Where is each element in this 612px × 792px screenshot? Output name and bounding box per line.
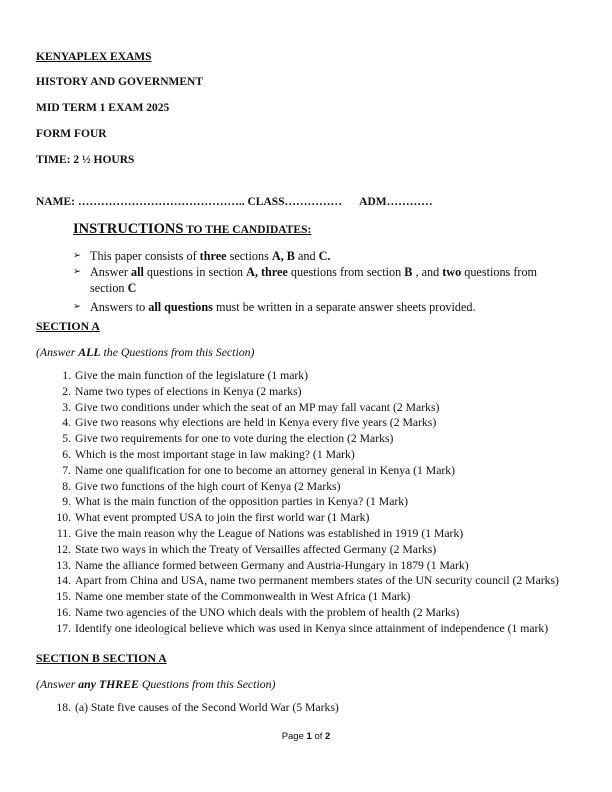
question-item	[36, 463, 606, 479]
question-number: 16.	[56, 605, 71, 619]
question-number: 8.	[62, 479, 71, 493]
question-18	[36, 701, 606, 714]
question-text: What is the main function of the opposition parties in Kenya? (1 Mark)	[75, 495, 409, 509]
question-text: Give two conditions under which the seat of an MP may fall vacant (2 Marks)	[75, 400, 440, 414]
instruction-text-run: This paper consists of	[90, 249, 200, 263]
instruction-text-run: Answer	[90, 265, 131, 279]
instruction-text-run: , and	[412, 265, 443, 279]
section-a-question-list	[36, 368, 606, 637]
section-b-note-end: Questions from this Section)	[138, 677, 276, 691]
question-number: 15.	[56, 590, 71, 604]
section-a-note-start: (Answer	[36, 345, 79, 359]
instructions-heading-main: INSTRUCTIONS	[73, 221, 184, 237]
question-text: State two ways in which the Treaty of Versailles affected Germany (2 Marks)	[75, 542, 437, 556]
question-number: 4.	[62, 416, 71, 430]
question-number: 6.	[62, 447, 71, 461]
question-text: Apart from China and USA, name two permanent members states of the UN security council (2 Marks)	[75, 574, 559, 588]
question-number: 10.	[56, 511, 71, 525]
question-item	[36, 526, 606, 542]
current-page-number: 1	[306, 731, 312, 742]
arrow-bullet-icon: ➢	[73, 301, 81, 312]
question-number: 18.	[56, 701, 71, 714]
question-item	[36, 605, 606, 621]
form-level: FORM FOUR	[36, 128, 107, 140]
subject-title: HISTORY AND GOVERNMENT	[36, 76, 204, 88]
section-b-heading: SECTION B SECTION A	[36, 651, 167, 665]
name-class-field: NAME: …………………………………….. CLASS……………	[36, 196, 343, 208]
instruction-text-run: Answers to	[90, 300, 149, 314]
section-a-heading: SECTION A	[36, 319, 100, 333]
question-item	[36, 589, 606, 605]
question-text: Give two requirements for one to vote during the election (2 Marks)	[75, 432, 394, 446]
question-number: 3.	[62, 400, 71, 414]
instruction-item	[73, 248, 573, 264]
question-item	[36, 431, 606, 447]
question-item	[36, 621, 606, 637]
question-text: Give the main reason why the League of Nations was established in 1919 (1 Mark)	[75, 526, 464, 540]
question-item	[36, 510, 606, 526]
question-item	[36, 415, 606, 431]
question-text: Name two agencies of the UNO which deals with the problem of health (2 Marks)	[75, 605, 460, 619]
section-a-note-end: the Questions from this Section)	[100, 345, 255, 359]
question-number: 14.	[56, 574, 71, 588]
question-text: Name one member state of the Commonwealth in West Africa (1 Mark)	[75, 590, 411, 604]
section-b-note	[36, 677, 275, 692]
question-item	[36, 573, 606, 589]
instruction-text-run: all questions	[148, 300, 213, 314]
arrow-bullet-icon: ➢	[73, 266, 81, 277]
adm-field: ADM…………	[359, 196, 433, 208]
exam-time: TIME: 2 ½ HOURS	[36, 154, 135, 166]
question-text: Name the alliance formed between Germany and Austria-Hungary in 1879 (1 Mark)	[75, 558, 469, 572]
instructions-heading-sub: TO THE CANDIDATES:	[183, 224, 312, 236]
exam-body-title: KENYAPLEX EXAMS	[36, 51, 152, 63]
question-item	[36, 368, 606, 384]
instructions-heading	[73, 221, 311, 238]
instruction-text-run: C.	[318, 249, 331, 263]
instruction-text-run: questions in section	[143, 265, 247, 279]
instruction-text-run: sections	[226, 249, 272, 263]
arrow-bullet-icon: ➢	[73, 250, 81, 261]
question-number: 12.	[56, 542, 71, 556]
question-item	[36, 479, 606, 495]
question-number: 7.	[62, 463, 71, 477]
question-number: 2.	[62, 384, 71, 398]
page-footer	[0, 731, 612, 742]
total-page-number: 2	[325, 731, 331, 742]
question-text: (a) State five causes of the Second World War (5 Marks)	[75, 701, 339, 714]
question-item	[36, 558, 606, 574]
question-number: 5.	[62, 432, 71, 446]
instruction-text-run: two	[442, 265, 462, 279]
question-number: 1.	[62, 369, 71, 382]
question-item	[36, 384, 606, 400]
question-text: Name two types of elections in Kenya (2 marks)	[75, 384, 302, 398]
instruction-text-run: and	[294, 249, 319, 263]
instruction-item	[73, 299, 573, 315]
instruction-text-run: must be written in a separate answer sheets provided.	[212, 300, 476, 314]
question-text: Give two functions of the high court of Kenya (2 Marks)	[75, 479, 341, 493]
page-of-label: of	[311, 731, 326, 742]
question-item	[36, 400, 606, 416]
question-text: Identify one ideological believe which was used in Kenya since attainment of independence (1 mark)	[75, 621, 549, 635]
page-label: Page	[281, 731, 307, 742]
instruction-text-run: A, B	[271, 249, 295, 263]
question-text: Name one qualification for one to become an attorney general in Kenya (1 Mark)	[75, 463, 456, 477]
question-number: 9.	[62, 495, 71, 509]
question-text: What event prompted USA to join the first world war (1 Mark)	[75, 511, 370, 525]
question-text: Give the main function of the legislature (1 mark)	[75, 369, 309, 382]
question-text: Which is the most important stage in law making? (1 Mark)	[75, 447, 355, 461]
instruction-text-run: all	[130, 265, 144, 279]
question-item	[36, 494, 606, 510]
instruction-text-run: questions from section	[287, 265, 405, 279]
question-number: 17.	[56, 621, 71, 635]
instruction-item	[73, 264, 573, 296]
section-a-note-emphasis: ALL	[78, 345, 101, 359]
candidate-details-line	[36, 196, 433, 208]
instructions-list	[73, 248, 573, 315]
instruction-text-run: A, three	[246, 265, 288, 279]
instruction-text-run: three	[199, 249, 227, 263]
question-number: 13.	[56, 558, 71, 572]
instruction-text-run: questions from section	[90, 265, 538, 295]
instruction-text-run: B	[404, 265, 413, 279]
question-item	[36, 542, 606, 558]
exam-name: MID TERM 1 EXAM 2025	[36, 102, 170, 114]
instruction-text-run: C	[127, 281, 137, 295]
question-text: Give two reasons why elections are held in Kenya every five years (2 Marks)	[75, 416, 437, 430]
question-number: 11.	[56, 526, 71, 540]
section-a-note	[36, 345, 254, 360]
question-item	[36, 447, 606, 463]
section-b-note-start: (Answer	[36, 677, 79, 691]
section-b-note-emphasis: any THREE	[78, 677, 139, 691]
